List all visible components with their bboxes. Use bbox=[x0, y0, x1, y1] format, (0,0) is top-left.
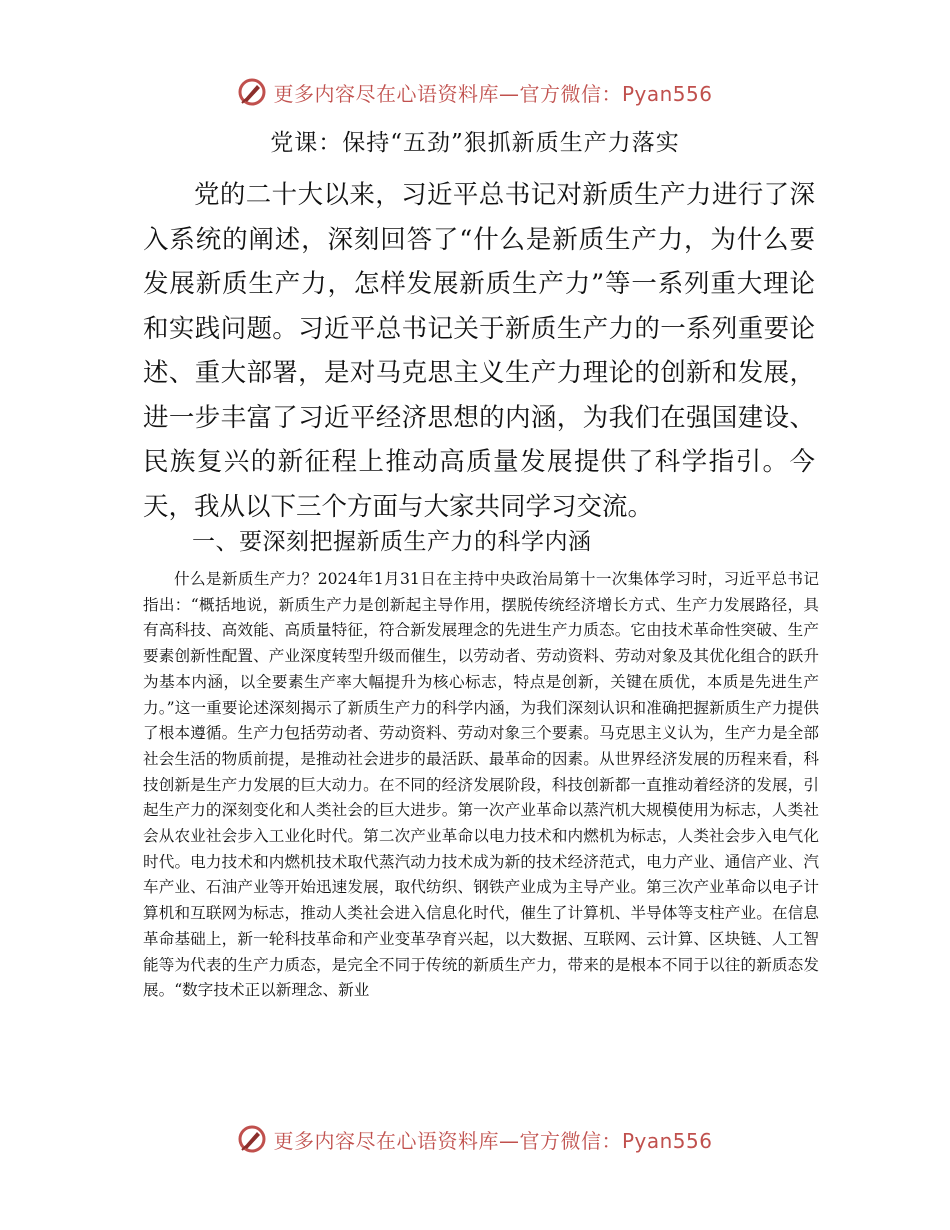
document-title: 党课：保持“五劲”狠抓新质生产力落实 bbox=[270, 130, 680, 156]
intro-paragraph: 党的二十大以来，习近平总书记对新质生产力进行了深入系统的阐述，深刻回答了“什么是新质生产力，为什么要发展新质生产力，怎样发展新质生产力”等一系列重大理论和实践问题。习近平总书记关于新质生产力的一系列重要论述、重大部署，是对马克思主义生产力理论的创新和发展，进一步丰富了习近平经济思想的内涵，为我们在强国建设、民族复兴的新征程上推动高质量发展提供了科学指引。今天，我从以下三个方面与大家共同学习交流。 bbox=[143, 180, 815, 522]
watermark-text: 更多内容尽在心语资料库—官方微信：Pyan556 bbox=[273, 81, 713, 106]
watermark-header bbox=[0, 72, 950, 112]
watermark-text: 更多内容尽在心语资料库—官方微信：Pyan556 bbox=[273, 1128, 713, 1153]
feather-pen-icon bbox=[237, 1124, 267, 1154]
section-paragraph: 什么是新质生产力？2024年1月31日在主持中央政治局第十一次集体学习时，习近平总书记指出：“概括地说，新质生产力是创新起主导作用，摆脱传统经济增长方式、生产力发展路径，具有高科技、高效能、高质量特征，符合新发展理念的先进生产力质态。它由技术革命性突破、生产要素创新性配置、产业深度转型升级而催生，以劳动者、劳动资料、劳动对象及其优化组合的跃升为基本内涵，以全要素生产率大幅提升为核心标志，特点是创新，关键在质优，本质是先进生产力。”这一重要论述深刻揭示了新质生产力的科学内涵，为我们深刻认识和准确把握新质生产力提供了根本遵循。生产力包括劳动者、劳动资料、劳动对象三个要素。马克思主义认为，生产力是全部社会生活的物质前提，是推动社会进步的最活跃、最革命的因素。从世界经济发展的历程来看，科技创新是生产力发展的巨大动力。在不同的经济发展阶段，科技创新都一直推动着经济的发展，引起生产力的深刻变化和人类社会的巨大进步。第一次产业革命以蒸汽机大规模使用为标志，人类社会从农业社会步入工业化时代。第二次产业革命以电力技术和内燃机为标志，人类社会步入电气化时代。电力技术和内燃机技术取代蒸汽动力技术成为新的技术经济范式，电力产业、通信产业、汽车产业、石油产业等开始迅速发展，取代纺织、钢铁产业成为主导产业。第三次产业革命以电子计算机和互联网为标志，推动人类社会进入信息化时代，催生了计算机、半导体等支柱产业。在信息革命基础上，新一轮科技革命和产业变革孕育兴起，以大数据、互联网、云计算、区块链、人工智能等为代表的生产力质态，是完全不同于传统的新质生产力，带来的是根本不同于以往的新质态发展。“数字技术正以新理念、新业 bbox=[143, 570, 819, 1000]
section-heading: 一、要深刻把握新质生产力的科学内涵 bbox=[192, 529, 592, 555]
watermark-footer bbox=[0, 1119, 950, 1159]
feather-pen-icon bbox=[237, 77, 267, 107]
